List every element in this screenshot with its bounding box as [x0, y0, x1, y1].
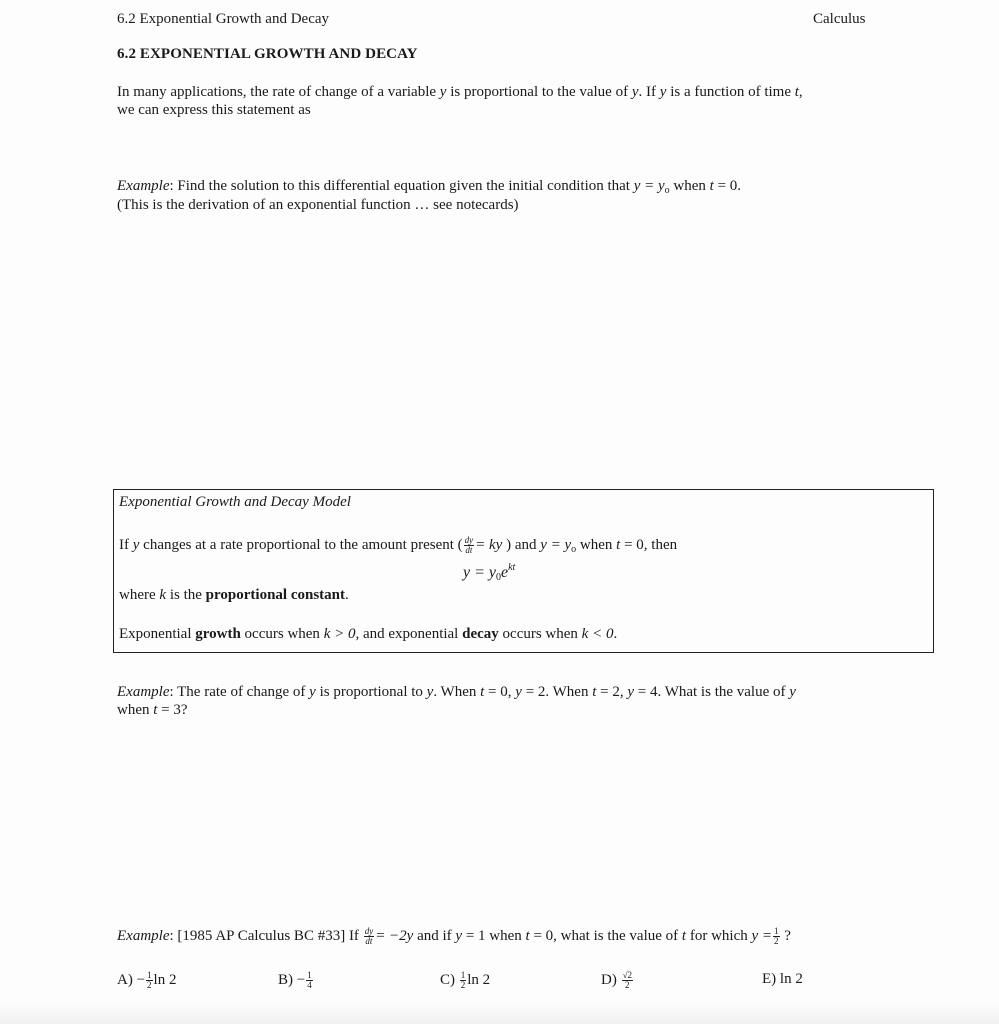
model-formula: $y = y_0e^{kt}$ [463, 562, 516, 583]
choice-b: B) − $\frac{1}{4}$ [278, 970, 312, 990]
example-label: Example [117, 178, 170, 194]
example-1-note: (This is the derivation of an exponential function … see notecards) [117, 197, 519, 213]
intro-paragraph: In many applications, the rate of change of a variable y is proportional to the value of y. If y is a function of time t, [117, 84, 803, 100]
choice-a: A) − $\frac{1}{2}$ ln 2 [117, 970, 177, 990]
intro-line-2: we can express this statement as [117, 102, 311, 118]
example-2: Example: The rate of change of y is proportional to y. When t = 0, y = 2. When t = 2, y = 4. What is the value of y [117, 684, 796, 700]
one-half-fraction: $\frac{1}{2}$ [774, 926, 779, 947]
model-heading: Exponential Growth and Decay Model [119, 494, 351, 510]
example-1: Example: Find the solution to this differential equation given the initial condition that $y = y_o$ when t = 0. [117, 178, 742, 196]
dy-dt-fraction: $\frac{dy}{dt}$ [464, 535, 474, 555]
dy-dt-fraction: $\frac{dy}{dt}$ [364, 926, 374, 947]
choice-d: D) $\frac{√2}{2}$ [601, 970, 633, 990]
page-title: 6.2 EXPONENTIAL GROWTH AND DECAY [117, 46, 418, 62]
choice-c: C) $\frac{1}{2}$ ln 2 [440, 970, 491, 990]
running-header-course: Calculus [813, 11, 866, 27]
page-bottom-edge [0, 1004, 999, 1024]
example-2-line-2: when t = 3? [117, 702, 188, 718]
model-statement: If y changes at a rate proportional to the amount present ( $\frac{dy}{dt}$ = ky ) and $y = y_o$ when t = 0, then [119, 535, 678, 555]
running-header-section: 6.2 Exponential Growth and Decay [117, 11, 330, 27]
example-3: Example: [1985 AP Calculus BC #33] If $\frac{dy}{dt}$ = −2y and if y = 1 when t = 0, what is the value of t for which y = $\frac{1}{2}$ ? [117, 926, 791, 947]
model-box [113, 489, 934, 653]
choice-e: E) ln 2 [762, 971, 803, 987]
model-constant-line: where k is the proportional constant. [119, 587, 349, 603]
model-growth-decay-line: Exponential growth occurs when k > 0, and exponential decay occurs when k < 0. [119, 626, 618, 642]
